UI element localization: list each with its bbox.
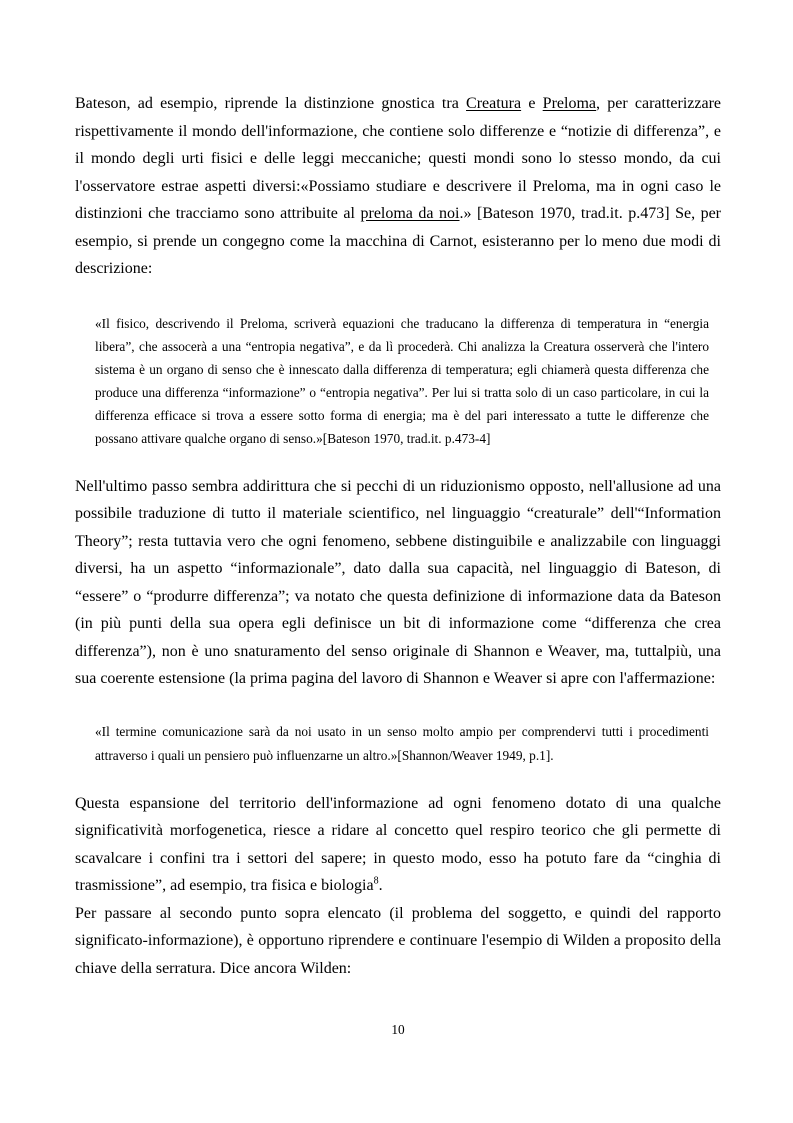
text-line bbox=[75, 473, 721, 501]
line-content: possibile traduzione di tutto il materiale scientifico, nel linguaggio “creaturale” dell'“Information bbox=[75, 505, 721, 522]
text-line bbox=[75, 555, 721, 583]
paragraph-wilden bbox=[75, 900, 721, 983]
text-line bbox=[75, 955, 721, 983]
line-content: «Il termine comunicazione sarà da noi usato in un senso molto ampio per comprendervi tutti i procedimenti bbox=[95, 724, 709, 739]
page-number: 10 bbox=[391, 1022, 405, 1037]
line-content: possano attivare qualche organo di senso.»[Bateson 1970, trad.it. p.473-4] bbox=[95, 431, 491, 446]
paragraph-riduzionismo bbox=[75, 473, 721, 693]
text-line bbox=[75, 845, 721, 873]
text-line bbox=[95, 381, 709, 404]
text-line bbox=[95, 744, 709, 768]
text-line bbox=[75, 118, 721, 146]
text-line bbox=[75, 790, 721, 818]
block-quote-bateson bbox=[95, 312, 709, 450]
text-line bbox=[75, 927, 721, 955]
line-content: sistema è un organo di senso che è innescato dalla differenza di temperatura; egli chiamerà questa differenza che bbox=[95, 362, 709, 377]
line-content: “essere” o “produrre differenza”; va notato che questa definizione di informazione data da Bateson bbox=[75, 587, 721, 605]
line-text: , per caratterizzare bbox=[596, 95, 722, 112]
line-content: diversi, ha un aspetto “informazionale”, dato dalla sua capacità, nel linguaggio di Bateson, di bbox=[75, 560, 721, 577]
text-line bbox=[75, 500, 721, 528]
paragraph-espansione bbox=[75, 790, 721, 900]
line-text: Bateson, ad esempio, riprende la distinzione gnostica tra bbox=[75, 95, 467, 112]
line-content: (in più punti della sua opera egli definisce un bit di informazione come “differenza che crea bbox=[75, 615, 721, 632]
text-line bbox=[75, 900, 721, 928]
underlined-term: Preloma bbox=[542, 95, 596, 112]
text-line bbox=[75, 583, 721, 611]
line-content: il mondo degli urti fisici e delle leggi meccaniche; questi mondi sono lo stesso mondo, da cui bbox=[75, 150, 721, 167]
line-content bbox=[75, 95, 721, 112]
text-line bbox=[75, 872, 721, 900]
line-content: significatività morfogenetica, riesce a ridare al concetto quel respiro teorico che gli permette di bbox=[75, 822, 721, 839]
line-content: significato-informazione), è opportuno riprendere e continuare l'esempio di Wilden a proposito della bbox=[75, 932, 721, 949]
line-content: sua coerente estensione (la prima pagina del lavoro di Shannon e Weaver si apre con l'affermazione: bbox=[75, 670, 716, 687]
line-content: differenza efficace si trova a essere sotto forma di energia; ma è del pari interessato a tutte le differenze che bbox=[95, 408, 709, 423]
text-line bbox=[95, 312, 709, 335]
text-line bbox=[75, 145, 721, 173]
text-line bbox=[95, 720, 709, 744]
line-content: Theory”; resta tuttavia vero che ogni fenomeno, sebbene distinguibile e analizzabile con linguaggi bbox=[75, 532, 721, 550]
text-line bbox=[95, 427, 709, 450]
text-line bbox=[75, 255, 721, 283]
line-text: distinzioni che tracciamo sono attribuite al bbox=[75, 205, 361, 222]
line-content: Nell'ultimo passo sembra addirittura che si pecchi di un riduzionismo opposto, nell'allusione ad una bbox=[75, 477, 721, 495]
text-line bbox=[75, 228, 721, 256]
underlined-term: preloma da noi bbox=[360, 205, 460, 222]
line-content: Per passare al secondo punto sopra elencato (il problema del soggetto, e quindi del rapporto bbox=[75, 904, 721, 922]
text-line bbox=[75, 200, 721, 228]
block-quote-shannon-weaver bbox=[95, 720, 709, 768]
text-line bbox=[95, 358, 709, 381]
line-content: produce una differenza “informazione” o “entropia negativa”. Per lui si tratta solo di un caso particolare, in cui la bbox=[95, 385, 709, 400]
line-content: attraverso i quali un pensiero può influenzarne un altro.»[Shannon/Weaver 1949, p.1]. bbox=[95, 748, 554, 763]
line-text: .» [Bateson 1970, trad.it. p.473] Se, per bbox=[459, 205, 722, 222]
line-text: trasmissione”, ad esempio, tra fisica e biologia bbox=[75, 877, 374, 894]
line-content: differenza”), non è uno snaturamento del senso originale di Shannon e Weaver, ma, tuttalpiù, una bbox=[75, 642, 721, 660]
line-content: esempio, si prende un congegno come la macchina di Carnot, esisteranno per lo meno due modi di bbox=[75, 232, 721, 250]
text-line bbox=[95, 335, 709, 358]
text-line bbox=[95, 404, 709, 427]
text-line bbox=[75, 610, 721, 638]
line-content: scavalcare i confini tra i settori del sapere; in questo modo, esso ha potuto fare da “cinghia di bbox=[75, 849, 721, 867]
text-line bbox=[75, 817, 721, 845]
line-content: descrizione: bbox=[75, 260, 153, 277]
text-line bbox=[75, 173, 721, 201]
line-text: . bbox=[378, 877, 383, 894]
line-content bbox=[75, 877, 383, 894]
line-content: l'osservatore estrae aspetti diversi:«Possiamo studiare e descrivere il Preloma, ma in ogni caso le bbox=[75, 177, 721, 195]
underlined-term: Creatura bbox=[466, 95, 522, 112]
text-line bbox=[75, 665, 721, 693]
text-line bbox=[75, 528, 721, 556]
line-content: Questa espansione del territorio dell'informazione ad ogni fenomeno dotato di una qualche bbox=[75, 794, 721, 812]
line-content bbox=[75, 205, 721, 222]
line-content: rispettivamente il mondo dell'informazione, che contiene solo differenze e “notizie di differenza”, e bbox=[75, 122, 721, 140]
line-content: libera”, che assocerà a una “entropia negativa”, e da lì procederà. Chi analizza la Creatura osserverà che l'intero bbox=[95, 339, 709, 354]
line-text: e bbox=[521, 95, 543, 112]
paragraph-creatura-preloma bbox=[75, 90, 721, 283]
text-line bbox=[75, 638, 721, 666]
line-content: chiave della serratura. Dice ancora Wilden: bbox=[75, 959, 352, 977]
text-line bbox=[75, 90, 721, 118]
footnote-marker: 8 bbox=[373, 875, 379, 887]
line-content: «Il fisico, descrivendo il Preloma, scriverà equazioni che traducano la differenza di temperatura in “energia bbox=[95, 316, 709, 331]
